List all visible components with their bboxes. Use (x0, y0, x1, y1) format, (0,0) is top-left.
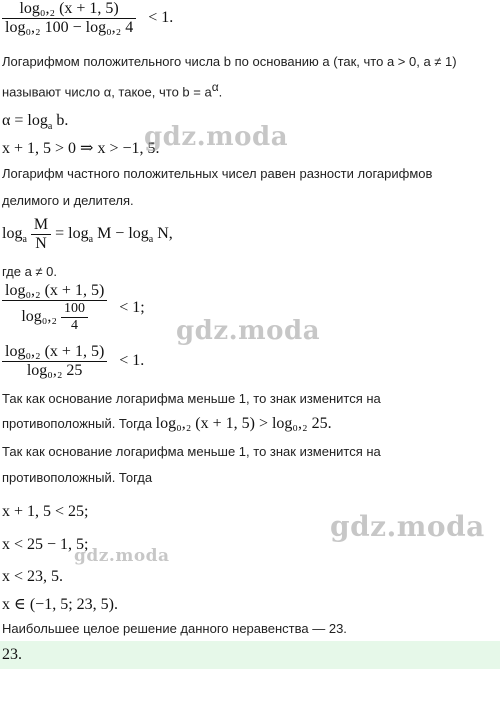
fraction-denominator (2, 300, 107, 334)
x-chain: x + 1, 5 > 0 ⇒ x > −1, 5. (2, 140, 160, 157)
log-text: log₀,₂ (21, 308, 57, 326)
fraction-denominator: N (31, 234, 51, 253)
solution-step-2: x < 25 − 1, 5; (2, 536, 89, 553)
solution-step-4: x ∈ (−1, 5; 23, 5). (2, 596, 118, 613)
inequality-rhs: < 1; (119, 298, 145, 316)
watermark: gdz.moda (74, 546, 170, 566)
rule-rhs: = log (55, 225, 89, 243)
watermark: gdz.moda (176, 316, 321, 346)
exponent: α (211, 80, 219, 94)
log-text: log (2, 225, 23, 243)
definition-line-1: Логарифмом положительного числа b по основанию a (так, что a > 0, a ≠ 1) (2, 54, 457, 69)
fraction-numerator: log₀,₂ (x + 1, 5) (19, 0, 119, 17)
fraction (2, 0, 136, 37)
base-note-line-1: Так как основание логарифма меньше 1, то знак изменится на (2, 391, 381, 406)
rule-rhs-mid: M − log (93, 225, 149, 243)
fraction (2, 282, 107, 334)
quotient-rule-line-2: делимого и делителя. (2, 193, 134, 208)
solution-step-1: x + 1, 5 < 25; (2, 503, 89, 520)
nested-fraction (61, 301, 88, 334)
fraction-numerator: M (33, 216, 49, 233)
answer-bar (0, 641, 500, 669)
quotient-rule-formula (2, 216, 173, 253)
base-note2-line-2: противоположный. Тогда (2, 470, 153, 485)
period: . (218, 84, 223, 100)
subscript: a (88, 234, 94, 246)
fraction (2, 343, 107, 380)
inequality-3 (2, 343, 144, 380)
inequality-top (2, 0, 173, 37)
base-note-math: log₀,₂ (x + 1, 5) > log₀,₂ 25. (155, 415, 332, 432)
nested-numerator: 100 (63, 301, 85, 316)
answer: 23. (2, 646, 22, 663)
subscript: a (148, 234, 154, 246)
base-note2-line-1: Так как основание логарифма меньше 1, то знак изменится на (2, 444, 381, 459)
watermark: gdz.moda (330, 510, 485, 543)
fraction-numerator: log₀,₂ (x + 1, 5) (5, 282, 105, 299)
solution-step-3: x < 23, 5. (2, 568, 64, 585)
nested-denominator: 4 (61, 317, 88, 334)
final-statement: Наибольшее целое решение данного неравенства — 23. (2, 621, 347, 636)
fraction-denominator: log₀,₂ 100 − log₀,₂ 4 (2, 18, 136, 37)
subscript: a (22, 234, 27, 246)
fraction-denominator: log₀,₂ 25 (2, 361, 107, 380)
subscript: a (47, 121, 53, 132)
alpha-eq-end: b. (52, 112, 69, 129)
alpha-eq-text: α = log (2, 112, 48, 129)
rule-rhs-end: N, (153, 225, 173, 243)
inequality-2 (2, 282, 145, 334)
fraction-numerator: log₀,₂ (x + 1, 5) (5, 343, 105, 360)
where-line: где a ≠ 0. (2, 264, 58, 279)
watermark: gdz.moda (144, 122, 289, 152)
inequality-rhs: < 1. (119, 352, 145, 370)
base-note-line-2 (2, 415, 332, 433)
base-note-text: противоположный. Тогда (2, 416, 156, 431)
inequality-rhs: < 1. (148, 9, 174, 27)
definition-line-2 (2, 80, 222, 99)
definition-text: называют число α, такое, что b = a (2, 84, 212, 100)
quotient-rule-line-1: Логарифм частного положительных чисел равен разности логарифмов (2, 166, 433, 181)
alpha-equation (2, 112, 68, 130)
fraction (31, 216, 51, 253)
